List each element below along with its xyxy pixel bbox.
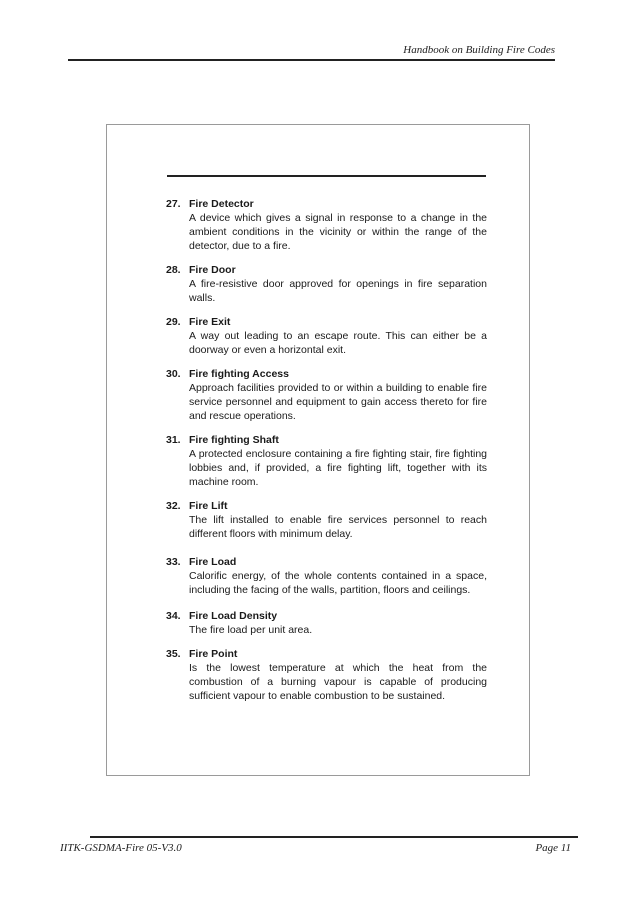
definition-number: 28. xyxy=(166,264,181,276)
definition-item xyxy=(166,367,487,423)
definition-number: 32. xyxy=(166,500,181,512)
definition-description: The fire load per unit area. xyxy=(189,624,313,636)
definition-description: Calorific energy, of the whole contents contained in a space, including the facing of the walls, partition, floors and ceilings. xyxy=(189,570,487,596)
definition-number: 27. xyxy=(166,198,181,210)
definition-item xyxy=(166,315,487,357)
definition-description: The lift installed to enable fire services personnel to reach different floors with minimum delay. xyxy=(189,514,487,540)
definition-description: Approach facilities provided to or within a building to enable fire service personnel and equipment to gain access thereto for fire and rescue operations. xyxy=(189,382,487,422)
header-rule xyxy=(68,59,555,61)
definition-description: A fire-resistive door approved for openings in fire separation walls. xyxy=(189,278,487,304)
definition-term: Fire Load Density xyxy=(189,610,278,622)
definition-description: A device which gives a signal in response to a change in the ambient conditions in the vicinity or within the range of the detector, due to a fire. xyxy=(189,212,487,252)
definition-term: Fire Detector xyxy=(189,198,254,210)
definition-item xyxy=(166,555,487,597)
definition-number: 33. xyxy=(166,556,181,568)
definition-item xyxy=(166,647,487,703)
definition-description: A protected enclosure containing a fire fighting stair, fire fighting lobbies and, if provided, a fire fighting lift, together with its machine room. xyxy=(189,448,487,488)
definition-item xyxy=(166,609,487,637)
definition-item xyxy=(166,499,487,541)
definition-number: 35. xyxy=(166,648,181,660)
page-number: Page 11 xyxy=(535,842,571,854)
definition-term: Fire Point xyxy=(189,648,238,660)
definition-number: 34. xyxy=(166,610,181,622)
definition-term: Fire Lift xyxy=(189,500,228,512)
section-rule xyxy=(167,175,486,177)
definition-number: 31. xyxy=(166,434,181,446)
definition-number: 29. xyxy=(166,316,181,328)
definition-item xyxy=(166,263,487,305)
definition-item xyxy=(166,197,487,253)
footer-rule xyxy=(90,836,578,838)
definition-number: 30. xyxy=(166,368,181,380)
definition-description: Is the lowest temperature at which the heat from the combustion of a burning vapour is capable of producing sufficient vapour to enable combustion to be sustained. xyxy=(189,662,487,702)
definition-description: A way out leading to an escape route. This can either be a doorway or even a horizontal exit. xyxy=(189,330,487,356)
definition-term: Fire Load xyxy=(189,556,237,568)
running-header: Handbook on Building Fire Codes xyxy=(403,44,555,56)
definition-term: Fire Exit xyxy=(189,316,231,328)
definition-term: Fire fighting Access xyxy=(189,368,289,380)
definition-term: Fire Door xyxy=(189,264,236,276)
definition-item xyxy=(166,433,487,489)
document-id: IITK-GSDMA-Fire 05-V3.0 xyxy=(60,842,182,854)
definition-term: Fire fighting Shaft xyxy=(189,434,279,446)
definitions-list xyxy=(166,197,487,703)
